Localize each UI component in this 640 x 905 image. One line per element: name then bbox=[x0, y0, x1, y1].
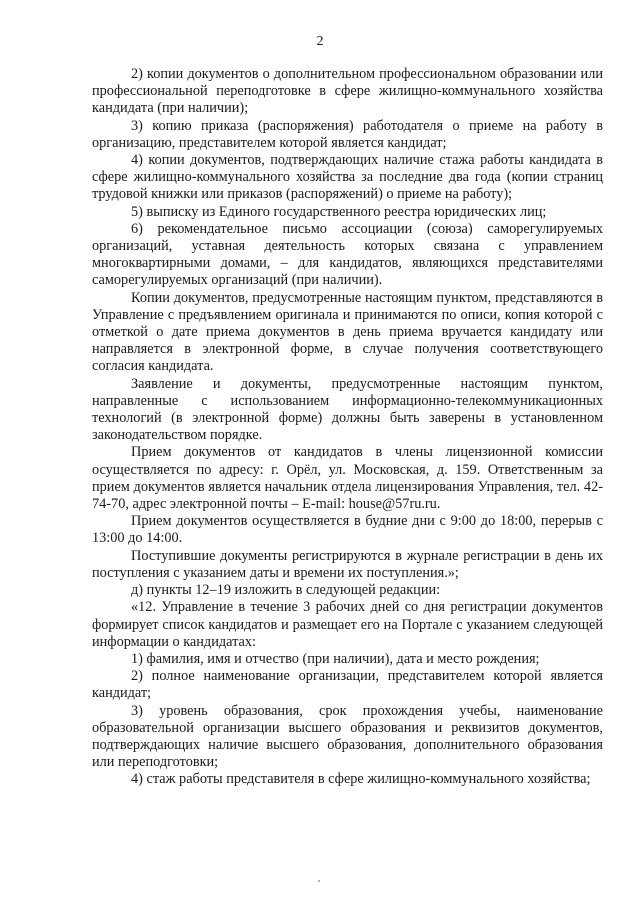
paragraph-item-3-order-copy: 3) копию приказа (распоряжения) работодателя о приеме на работу в организацию, представителем которой является кандидат; bbox=[92, 117, 603, 151]
paragraph-item-5-registry-extract: 5) выписку из Единого государственного реестра юридических лиц; bbox=[131, 203, 547, 220]
paragraph-copies-submission: Копии документов, предусмотренные настоящим пунктом, представляются в Управление с предъявлением оригинала и принимаются по описи, копия которой с отметкой о дате приема документов в день приема вручается кандидату или направляется в электронной форме, в случае получения соответствующего согласия кандидата. bbox=[92, 289, 603, 375]
document-body bbox=[92, 66, 603, 789]
paragraph-item-4-experience-copies: 4) копии документов, подтверждающих наличие стажа работы кандидата в сфере жилищно-коммунального хозяйства за последние два года (копии страниц трудовой книжки или приказов (распоряжений) о приеме на работу); bbox=[92, 152, 603, 203]
paragraph-info-4-experience: 4) стаж работы представителя в сфере жилищно-коммунального хозяйства; bbox=[131, 771, 591, 788]
paragraph-amendment-d: д) пункты 12–19 изложить в следующей редакции: bbox=[131, 582, 441, 599]
paragraph-clause-12: «12. Управление в течение 3 рабочих дней со дня регистрации документов формирует список кандидатов и размещает его на Портале с указанием следующей информации о кандидатах: bbox=[92, 599, 603, 650]
page-number: 2 bbox=[316, 34, 324, 49]
paragraph-item-6-recommendation-letter: 6) рекомендательное письмо ассоциации (союза) саморегулируемых организаций, уставная деятельность которых связана с управлением многоквартирными домами, – для кандидатов, являющихся представителями саморегулируемых организаций (при наличии). bbox=[92, 220, 603, 289]
paragraph-info-3-education: 3) уровень образования, срок прохождения учебы, наименование образовательной организации высшего образования и реквизитов документов, подтверждающих наличие высшего образования, дополнительного образования или переподготовки; bbox=[92, 702, 603, 771]
paragraph-info-2-organization: 2) полное наименование организации, представителем которой является кандидат; bbox=[92, 668, 603, 702]
paragraph-item-2-education-copies: 2) копии документов о дополнительном профессиональном образовании или профессиональной переподготовке в сфере жилищно-коммунального хозяйства кандидата (при наличии); bbox=[92, 66, 603, 117]
paragraph-registration: Поступившие документы регистрируются в журнале регистрации в день их поступления с указанием даты и времени их поступления.»; bbox=[92, 547, 603, 581]
paragraph-reception-hours: Прием документов осуществляется в будние дни с 9:00 до 18:00, перерыв с 13:00 до 14:00. bbox=[92, 513, 603, 547]
scan-speck bbox=[318, 880, 320, 882]
paragraph-electronic-documents: Заявление и документы, предусмотренные настоящим пунктом, направленные с использованием информационно-телекоммуникационных технологий (в электронной форме) должны быть заверены в установленном законодательством порядке. bbox=[92, 375, 603, 444]
paragraph-reception-address: Прием документов от кандидатов в члены лицензионной комиссии осуществляется по адресу: г. Орёл, ул. Московская, д. 159. Ответственным за прием документов является начальник отдела лицензирования Управления, тел. 42-74-70, адрес электронной почты – E-mail: house@57ru.ru. bbox=[92, 444, 603, 513]
paragraph-info-1-name: 1) фамилия, имя и отчество (при наличии), дата и место рождения; bbox=[131, 650, 540, 667]
